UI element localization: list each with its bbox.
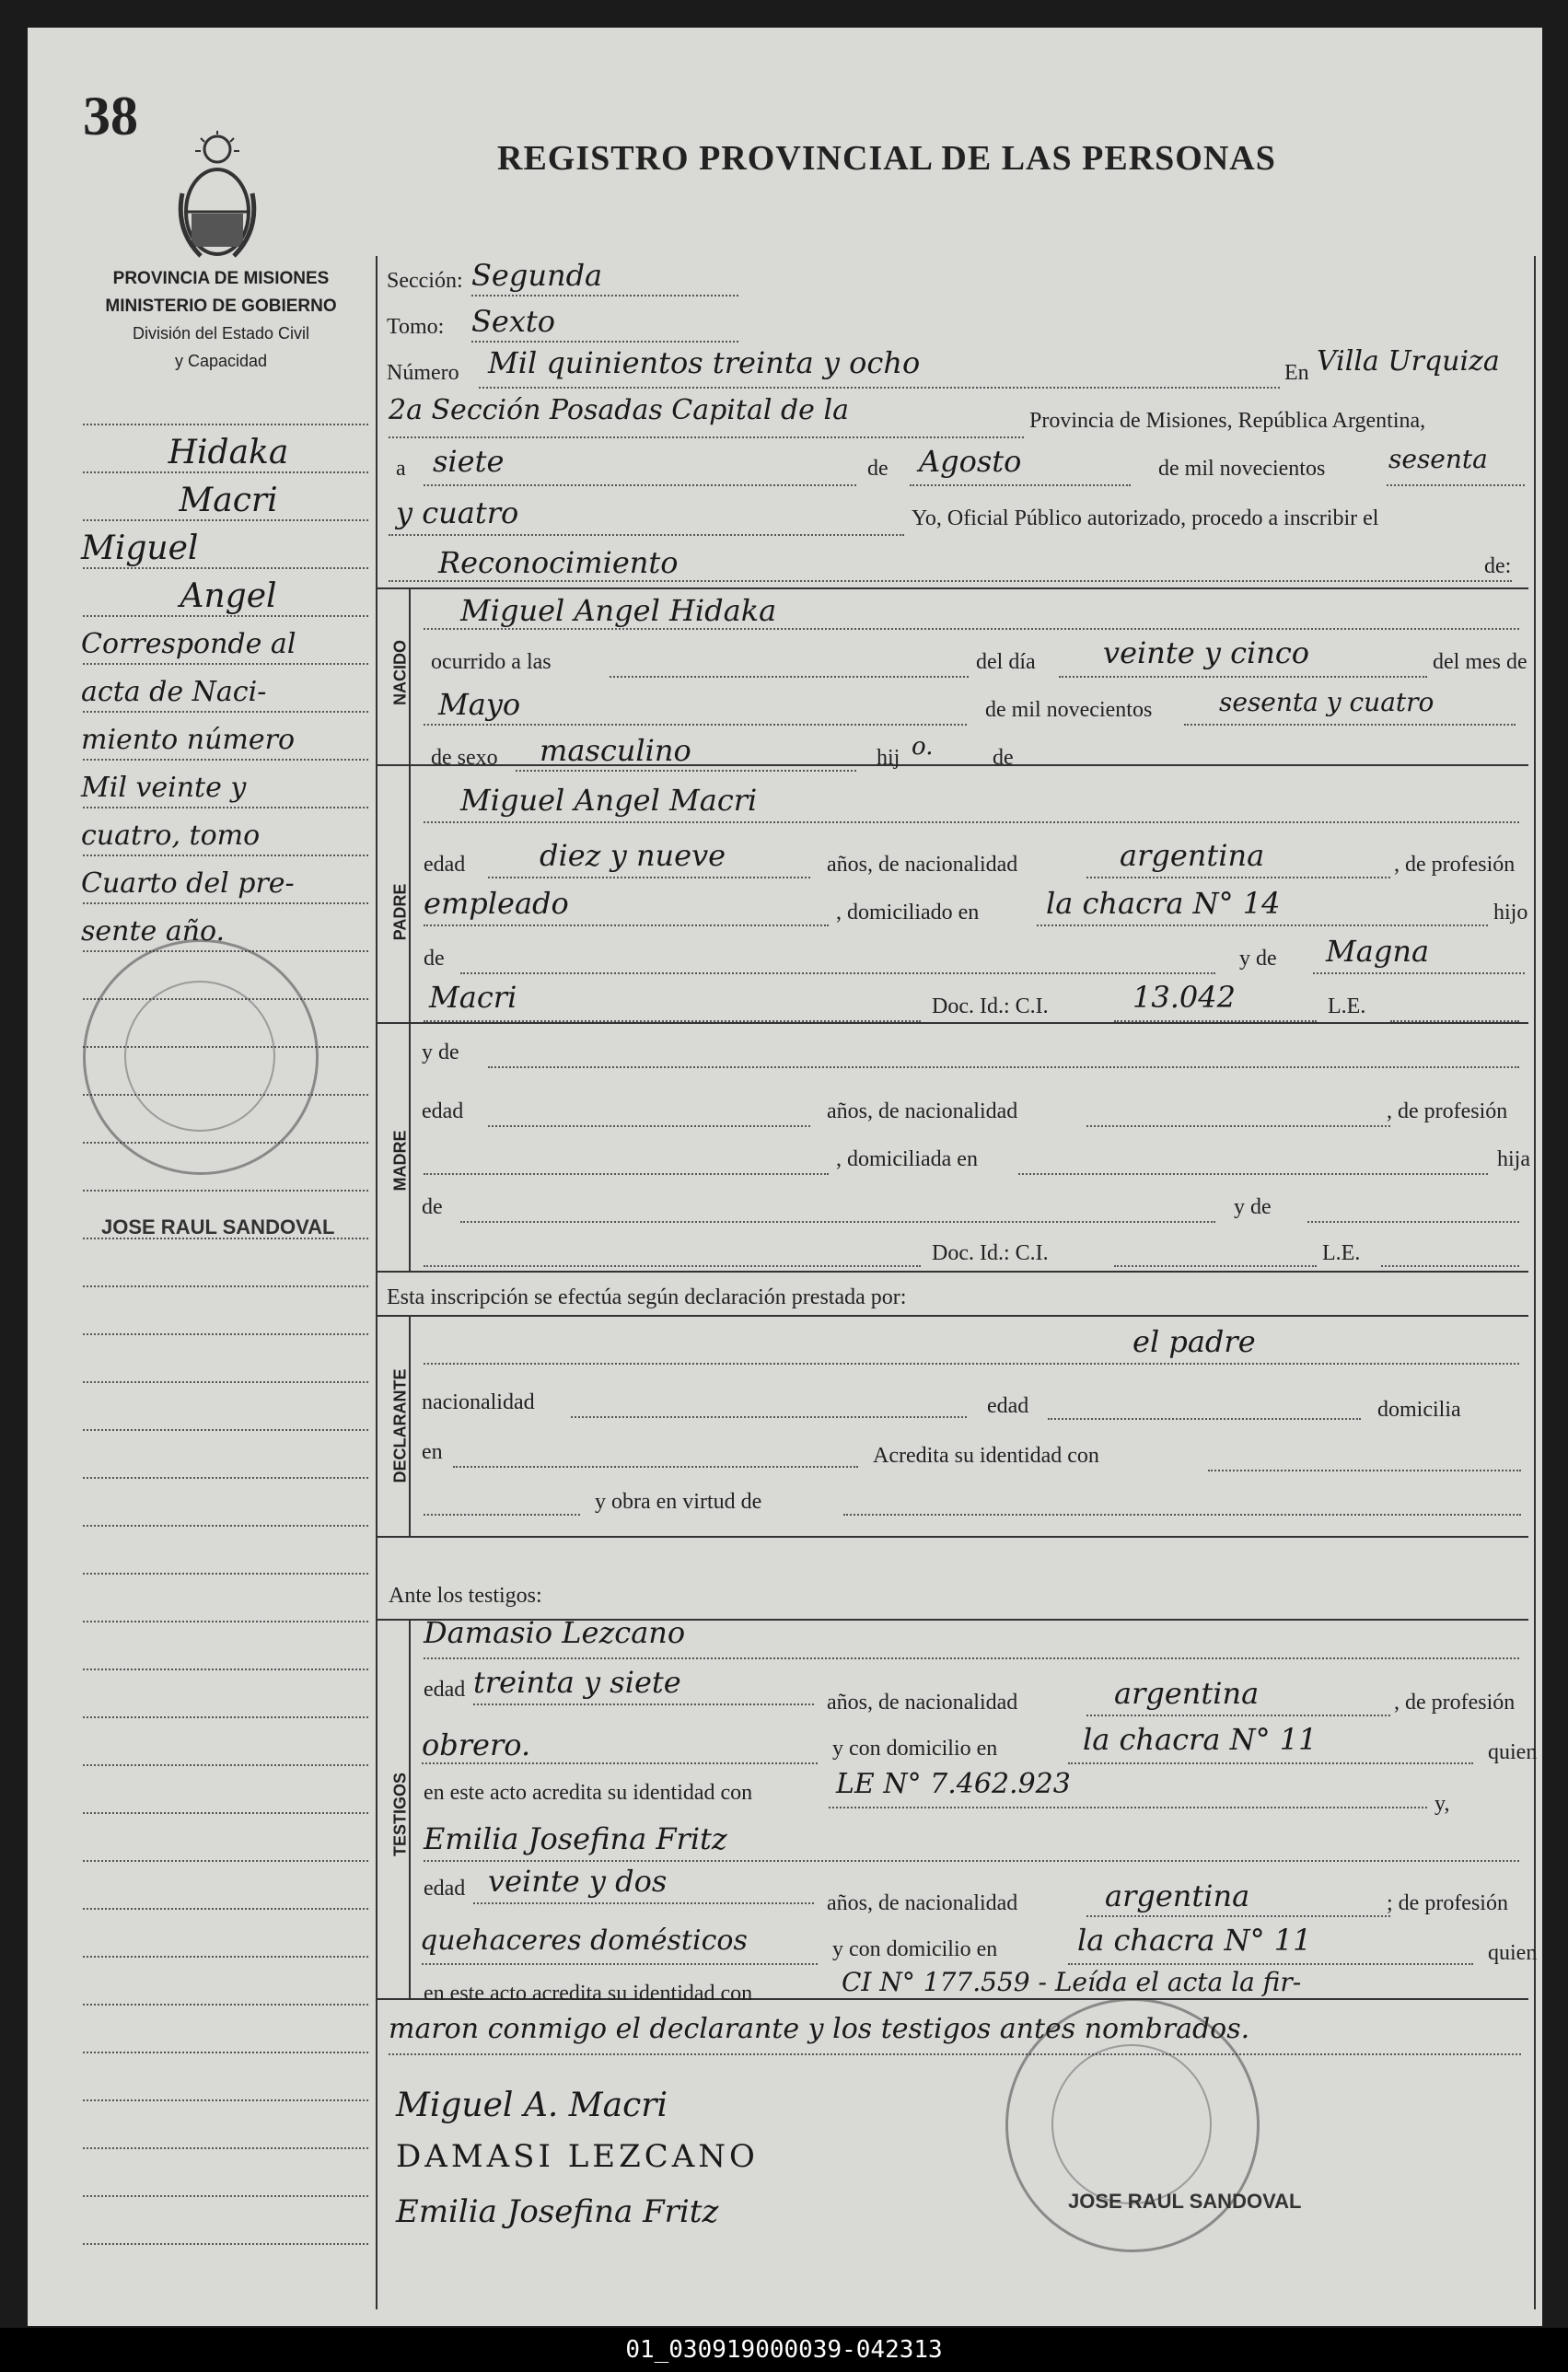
tomo-value: Sexto (471, 304, 556, 339)
t2-dom-line (1068, 1963, 1473, 1965)
dia-value: siete (433, 444, 505, 479)
margin-note: Hidaka (168, 434, 289, 471)
madre-doc-line (1114, 1265, 1317, 1267)
hij-label: hij (877, 746, 900, 770)
del-dia-label: del día (976, 650, 1036, 674)
declarante-bottom-line (377, 1536, 1528, 1538)
nacido-mes-line (424, 724, 967, 726)
margin-rule-line (83, 1860, 368, 1862)
t1-dom-line (1068, 1762, 1473, 1764)
margin-note: Corresponde al (81, 628, 296, 660)
ocurrido-label: ocurrido a las (431, 650, 552, 674)
testigos-label: TESTIGOS (390, 1773, 410, 1857)
margin-note: Angel (180, 577, 277, 615)
margin-rule-line (83, 1477, 368, 1479)
t2-acredita-label: en este acto acredita su identidad con (424, 1982, 753, 2006)
t1-dom-label: y con domicilio en (832, 1737, 998, 1761)
declarante-obra-pre-line (424, 1514, 580, 1516)
sexo-value: masculino (540, 733, 691, 768)
official-stamp-right-inner (1051, 2044, 1212, 2204)
madre-yde-label: y de (422, 1041, 459, 1064)
declarante-obra-line (843, 1514, 1521, 1516)
madre-dom-line (1018, 1173, 1488, 1175)
t1-nacionalidad: argentina (1114, 1676, 1260, 1711)
madre-yde2-label: y de (1234, 1195, 1272, 1219)
declarante-nombre-line (424, 1363, 1519, 1365)
padre-edad: diez y nueve (540, 838, 726, 873)
padre-prof-line (424, 924, 829, 926)
header-province: PROVINCIA DE MISIONES (112, 269, 330, 288)
register-title: REGISTRO PROVINCIAL DE LAS PERSONAS (497, 139, 1276, 178)
margin-rule-line (83, 424, 368, 425)
testigo1-nombre-line (424, 1657, 1519, 1659)
padre-nombre-line (424, 821, 1519, 823)
a-label: a (396, 457, 406, 481)
t2-doc: CI N° 177.559 - Leída el acta la fir- (842, 1967, 1302, 1997)
numero-label: Número (387, 361, 459, 385)
provincia-text: Provincia de Misiones, República Argentina, (1029, 409, 1426, 433)
mes-line (910, 484, 1131, 486)
t1-nac-line (1086, 1715, 1390, 1716)
nacido-mes: Mayo (438, 687, 521, 722)
lugar-line (389, 436, 1024, 438)
right-frame-line (1534, 256, 1536, 2309)
madre-edad-label: edad (422, 1099, 464, 1123)
testigo1-nombre: Damasio Lezcano (424, 1615, 686, 1650)
t2-prof-line (422, 1963, 818, 1965)
anio2-value: y cuatro (396, 495, 519, 530)
nacido-de-label: de (993, 746, 1014, 770)
margin-rule-line (83, 1429, 368, 1431)
declarante-nac-label: nacionalidad (422, 1390, 535, 1414)
cierre-text: maron conmigo el declarante y los testigos antes nombrados. (389, 2013, 1250, 2045)
madre-le-line (1381, 1265, 1519, 1267)
madre-de-line (460, 1221, 1215, 1223)
left-frame-line (376, 256, 377, 2309)
madre-doc-label: Doc. Id.: C.I. (932, 1241, 1049, 1265)
de-colon-label: de: (1484, 554, 1512, 578)
stamp-name: JOSE RAUL SANDOVAL (101, 1215, 335, 1238)
lugar-value: 2a Sección Posadas Capital de la (389, 394, 849, 426)
margin-note: Macri (179, 482, 278, 519)
dia-line (424, 484, 856, 486)
padre-nac-line (1086, 877, 1390, 878)
oficial-text: Yo, Oficial Público autorizado, procedo a inscribir el (912, 506, 1379, 530)
margin-rule-line (83, 1285, 368, 1287)
declarante-nac-line (571, 1416, 967, 1418)
t2-profesion: quehaceres domésticos (420, 1924, 748, 1957)
nacido-mil-label: de mil novecientos (985, 698, 1153, 722)
seccion-value: Segunda (471, 258, 603, 293)
madre-yde2-line (1307, 1221, 1519, 1223)
t1-doc: LE N° 7.462.923 (836, 1768, 1071, 1800)
signature-padre: Miguel A. Macri (396, 2087, 668, 2124)
padre-dom-line (1037, 924, 1488, 926)
padre-edad-line (488, 877, 810, 878)
nacido-label: NACIDO (390, 640, 410, 705)
numero-value: Mil quinientos treinta y ocho (488, 345, 921, 380)
margin-rule-line (83, 1956, 368, 1958)
del-mes-label: del mes de (1433, 650, 1527, 674)
testigos-intro: Ante los testigos: (389, 1584, 542, 1608)
t2-nacionalidad: argentina (1105, 1878, 1250, 1913)
signature-testigo2: Emilia Josefina Fritz (396, 2193, 719, 2230)
register-page (28, 28, 1542, 2326)
padre-le-line (1390, 1020, 1519, 1022)
t1-edad: treinta y siete (473, 1665, 681, 1700)
padre-profesion: empleado (424, 886, 569, 921)
sexo-line (516, 770, 856, 772)
padre-hijo-label: hijo (1493, 901, 1528, 924)
padre-le-label: L.E. (1328, 994, 1366, 1018)
madre-nombre-line (488, 1066, 1519, 1068)
margin-rule-line (83, 1621, 368, 1622)
numero-line (479, 387, 1280, 389)
nacido-nombre: Miguel Angel Hidaka (460, 593, 777, 628)
signature-testigo1: DAMASI LEZCANO (396, 2138, 759, 2175)
t2-domicilio: la chacra N° 11 (1077, 1923, 1312, 1958)
t1-y-label: y, (1434, 1792, 1450, 1816)
padre-domicilio: la chacra N° 14 (1046, 886, 1281, 921)
t1-edad-label: edad (424, 1678, 466, 1702)
padre-yde-label: y de (1239, 947, 1277, 971)
margin-note: Miguel (81, 529, 199, 567)
declarante-en-line (453, 1466, 858, 1468)
t2-edad-label: edad (424, 1877, 466, 1901)
nacido-dia: veinte y cinco (1103, 635, 1310, 670)
t2-nac-label: años, de nacionalidad (827, 1891, 1018, 1915)
madre-dom-label: , domiciliada en (836, 1147, 978, 1171)
margin-rule-line (83, 1669, 368, 1670)
acto-line (389, 580, 1512, 582)
nacido-top-line (377, 587, 1528, 589)
margin-rule-line (83, 1908, 368, 1910)
padre-nombre: Miguel Angel Macri (460, 783, 758, 818)
t1-prof-label: , de profesión (1394, 1691, 1516, 1715)
padre-madre-nombre1: Magna (1326, 934, 1430, 969)
padre-nac-label: años, de nacionalidad (827, 853, 1018, 877)
acto-value: Reconocimiento (438, 545, 679, 580)
seccion-line (471, 295, 738, 296)
padre-dom-label: , domiciliado en (836, 901, 980, 924)
t2-nac-line (1086, 1915, 1390, 1917)
declarante-acredita-label: Acredita su identidad con (873, 1444, 1099, 1468)
margin-rule-line (83, 1716, 368, 1718)
margin-rule-line (83, 2052, 368, 2053)
anio-value: sesenta (1388, 444, 1488, 474)
declarante-dom-label: domicilia (1377, 1398, 1461, 1422)
madre-prof-line (424, 1173, 829, 1175)
margin-note: miento número (81, 724, 296, 756)
t1-edad-line (473, 1703, 814, 1705)
madre-hija-label: hija (1497, 1147, 1530, 1171)
coat-of-arms-icon (173, 129, 261, 267)
madre-edad-line (488, 1125, 810, 1127)
header-ministry: MINISTERIO DE GOBIERNO (105, 296, 337, 316)
margin-rule-line (83, 2195, 368, 2197)
mil-label: de mil novecientos (1158, 457, 1326, 481)
t1-domicilio: la chacra N° 11 (1083, 1722, 1318, 1757)
padre-nacionalidad: argentina (1120, 838, 1265, 873)
nacido-anio: sesenta y cuatro (1219, 687, 1434, 717)
header-division: División del Estado Civil (132, 324, 310, 343)
margin-rule-line (83, 1812, 368, 1814)
margin-note: Cuarto del pre- (81, 867, 295, 900)
margin-rule-line (83, 2147, 368, 2149)
mes-value: Agosto (919, 444, 1022, 479)
declarante-edad-line (1048, 1418, 1361, 1420)
madre-le-label: L.E. (1322, 1241, 1361, 1265)
madre-nac-label: años, de nacionalidad (827, 1099, 1018, 1123)
en-value: Villa Urquiza (1317, 345, 1500, 378)
margin-rule-line (83, 1381, 368, 1383)
t2-quien-label: quien (1488, 1941, 1538, 1965)
declarante-en-label: en (422, 1440, 443, 1464)
padre-doc-label: Doc. Id.: C.I. (932, 994, 1049, 1018)
padre-yde-line (1313, 972, 1525, 974)
margin-note: cuatro, tomo (81, 820, 261, 852)
header-capacidad: y Capacidad (174, 352, 268, 370)
t1-prof-line (422, 1762, 818, 1764)
nacido-anio-line (1184, 724, 1516, 726)
madre-extra-line (424, 1265, 921, 1267)
madre-label: MADRE (390, 1130, 410, 1192)
nacido-dia-line (1059, 676, 1427, 678)
t1-quien-label: quien (1488, 1740, 1538, 1764)
testigo2-nombre: Emilia Josefina Fritz (424, 1821, 727, 1856)
t1-acredita-label: en este acto acredita su identidad con (424, 1781, 753, 1805)
declaracion-text: Esta inscripción se efectúa según declaración prestada por: (387, 1285, 907, 1309)
declarante-acredita-line (1208, 1470, 1521, 1471)
padre-de-line (460, 972, 1215, 974)
t2-dom-label: y con domicilio en (832, 1937, 998, 1961)
margin-rule-line (83, 2004, 368, 2006)
margin-rule-line (83, 1525, 368, 1527)
padre-edad-label: edad (424, 853, 466, 877)
hij-suffix: o. (912, 733, 934, 761)
padre-de-label: de (424, 947, 445, 971)
madre-top-line (377, 1022, 1528, 1024)
footer-code: 01_030919000039-042313 (0, 2328, 1568, 2372)
t1-profesion: obrero. (422, 1727, 531, 1762)
padre-doc: 13.042 (1132, 980, 1236, 1015)
madre-bottom-line (377, 1271, 1528, 1273)
padre-doc-line (1114, 1020, 1317, 1022)
margin-note: acta de Naci- (81, 676, 267, 708)
nacido-nombre-line (424, 628, 1519, 630)
tomo-label: Tomo: (387, 315, 445, 339)
declarante-label: DECLARANTE (390, 1368, 410, 1483)
declarante-edad-label: edad (987, 1394, 1029, 1418)
en-label: En (1284, 361, 1309, 385)
t2-edad: veinte y dos (488, 1864, 668, 1899)
cierre-line (389, 2053, 1521, 2055)
declarante-nombre: el padre (1132, 1324, 1256, 1359)
t2-edad-line (473, 1902, 814, 1904)
madre-prof-label: , de profesión (1387, 1099, 1508, 1123)
t2-prof-label: ; de profesión (1387, 1891, 1508, 1915)
margin-rule-line (83, 1333, 368, 1335)
seccion-label: Sección: (387, 269, 463, 293)
madre-nac-line (1086, 1125, 1390, 1127)
ocurrido-line (610, 676, 969, 678)
padre-label: PADRE (390, 883, 410, 941)
de-label: de (867, 457, 889, 481)
margin-rule-line (83, 2243, 368, 2245)
anio2-line (389, 534, 904, 536)
declarante-obra-label: y obra en virtud de (595, 1490, 762, 1514)
margin-rule-line (83, 1573, 368, 1575)
padre-prof-label: , de profesión (1394, 853, 1516, 877)
stamp-name-right: JOSE RAUL SANDOVAL (1068, 2190, 1302, 2213)
margin-note: Mil veinte y (81, 772, 247, 804)
testigo2-nombre-line (424, 1860, 1519, 1862)
padre-madre-line (424, 1020, 921, 1022)
margin-rule-line (83, 1764, 368, 1766)
sexo-label: de sexo (431, 746, 498, 770)
madre-de-label: de (422, 1195, 443, 1219)
declarante-top-line (377, 1315, 1528, 1317)
official-stamp-inner (124, 981, 275, 1132)
margin-rule-line (83, 1190, 368, 1192)
anio-line (1387, 484, 1525, 486)
page-number: 38 (83, 86, 138, 146)
margin-note: sente año. (81, 915, 226, 948)
t1-doc-line (829, 1807, 1427, 1808)
padre-madre-nombre2: Macri (429, 980, 517, 1015)
tomo-line (471, 341, 738, 343)
margin-rule-line (83, 2099, 368, 2101)
t1-nac-label: años, de nacionalidad (827, 1691, 1018, 1715)
